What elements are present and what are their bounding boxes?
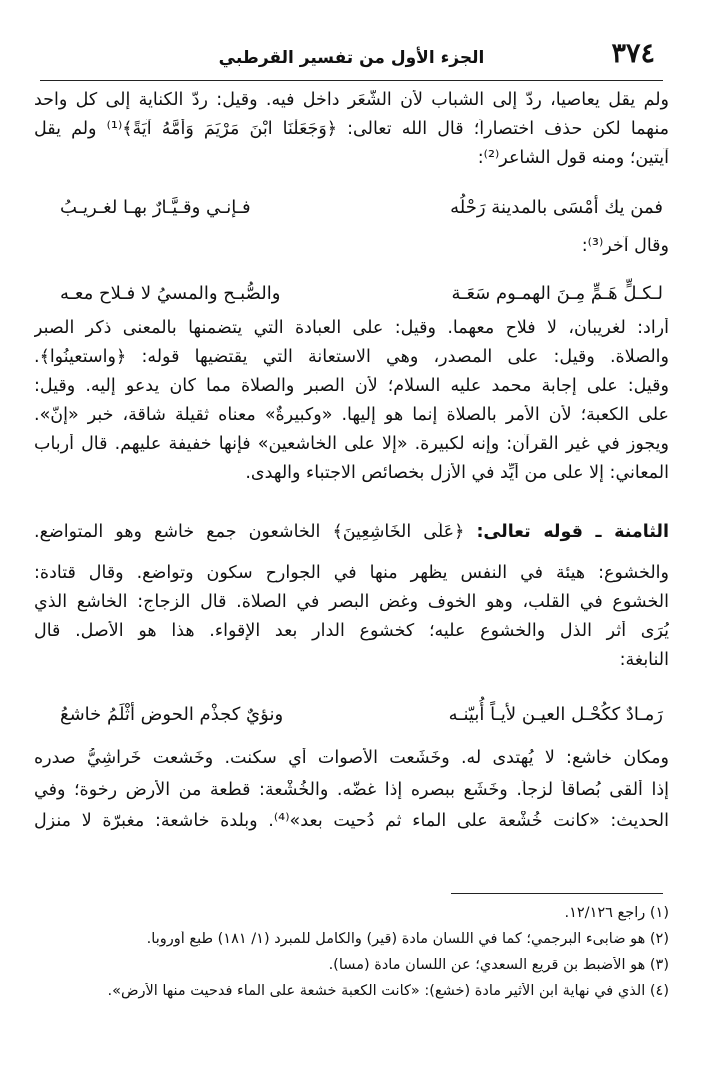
- text-line: وقال آخر⁽³⁾:: [581, 236, 669, 256]
- section-heading: الثامنة ـ قوله تعالى:: [476, 522, 669, 542]
- text-line: المعاني: إلا على من أُيِّد في الأزل بخصائص الاجتباء والهدى.: [245, 463, 669, 483]
- page-header: [40, 38, 663, 81]
- verse-hemistich-right: فمن يك أمْسَى بالمدينة رَحْلُه: [450, 197, 663, 218]
- text-line: ومكان خاشع: لا يُهتدى له. وخَشَعت الأصوات أي سكنت. وخَشعت خَراشِيُّ صدره: [34, 748, 669, 768]
- text-line: آيتين؛ ومنه قول الشاعر⁽²⁾:: [477, 148, 669, 168]
- text-line: والصلاة. وقيل: على المصدر، وهي الاستعانة التي يقتضيها قوله: ﴿واستعينُوا﴾.: [34, 347, 669, 367]
- verse-hemistich-right: رَمـادٌ ككُحْـل العيـن لأيـاً أُبيّنـه: [448, 704, 663, 725]
- running-title: الجزء الأول من تفسير القرطبي: [218, 48, 485, 68]
- text-line: منهما لكن حذف اختصاراً؛ قال الله تعالى: ﴿وَجَعَلْنَا ابْنَ مَرْيَمَ وَأُمَّهُ آيَةً﴾⁽¹⁾ ولم يقل: [34, 119, 669, 139]
- verse-hemistich-left: والصُّبـح والمسيُ لا فـلاح معـه: [60, 283, 281, 304]
- text-line: النابغة:: [619, 650, 669, 670]
- text-line: [34, 522, 669, 542]
- text-line: يُرَى أثر الذل والخشوع عليه؛ كخشوع الدار بعد الإقواء. هذا هو الأصل. قال: [34, 621, 669, 641]
- text-line: إذا ألقى بُصاقاً لزجاً. وخَشَع ببصره إذا غضّه. والخُشْعة: قطعة من الأرض رِخوة؛ وفي: [34, 780, 669, 800]
- verse-hemistich-left: فـإنـي وقـيَّـارٌ بهـا لغـريـبُ: [60, 197, 251, 218]
- verse-hemistich-left: ونؤيٌ كجذْم الحوض أثْلَمُ خاشعُ: [60, 704, 284, 725]
- footnote: (٢) هو ضابىء البرجمي؛ كما في اللسان مادة (قير) والكامل للمبرد (١/ ١٨١) طبع أوروبا.: [146, 931, 669, 947]
- text-line: أراد: لغريبان، لا فلاح معهما. وقيل: على العبادة التي يتضمنها بالمعنى ذكر الصبر: [34, 318, 669, 338]
- page-number: ٣٧٤: [611, 38, 655, 69]
- text-line: والخشوع: هيئة في النفس يظهر منها في الجوارح سكون وتواضع. وقال قتادة:: [34, 563, 669, 583]
- text-line: ولم يقل يعاصيا، ردّ إلى الشباب لأن الشَّعَر داخل فيه. وقيل: ردّ الكناية إلى كل واحد: [34, 90, 669, 110]
- footnote-separator: [451, 893, 663, 894]
- footnote: (٤) الذي في نهاية ابن الأثير مادة (خشع): «كانت الكعبة خشعة على الماء فدحيت منها الأرض».: [107, 983, 669, 999]
- text-line: الحديث: «كانت خُشْعة على الماء ثم دُحيت بعد»⁽⁴⁾. وبلدة خاشعة: مغبرّة لا منزل: [34, 811, 669, 831]
- text-line: وقيل: على إجابة محمد عليه السلام؛ لأن الصبر والصلاة مما كان يدعو إليه. وقيل:: [34, 376, 669, 396]
- text-line: ويجوز في غير القرآن: وإنه لكبيرة. «إلا على الخاشعين» فإنها خفيفة عليهم. قال أرباب: [34, 434, 669, 454]
- verse-hemistich-right: لـكـلٍّ هَـمٍّ مِـنَ الهمـوم سَعَـة: [451, 283, 663, 304]
- text-line: على الكعبة؛ لأن الأمر بالصلاة إنما هو إليها. «وكبيرةٌ» معناه ثقيلة شاقة، خبر «إنّ».: [34, 405, 669, 425]
- text-span: ﴿عَلَى الخَاشِعِينَ﴾ الخاشعون جمع خاشع وهو المتواضع.: [34, 522, 465, 542]
- footnote: (٣) هو الأضبط بن قريع السعدي؛ عن اللسان مادة (مسا).: [328, 957, 669, 973]
- footnote: (١) راجع ١٢/١٢٦.: [564, 905, 669, 921]
- text-line: الخشوع في القلب، وهو الخوف وغض البصر في الصلاة. قال الزجاج: الخاشع الذي: [34, 592, 669, 612]
